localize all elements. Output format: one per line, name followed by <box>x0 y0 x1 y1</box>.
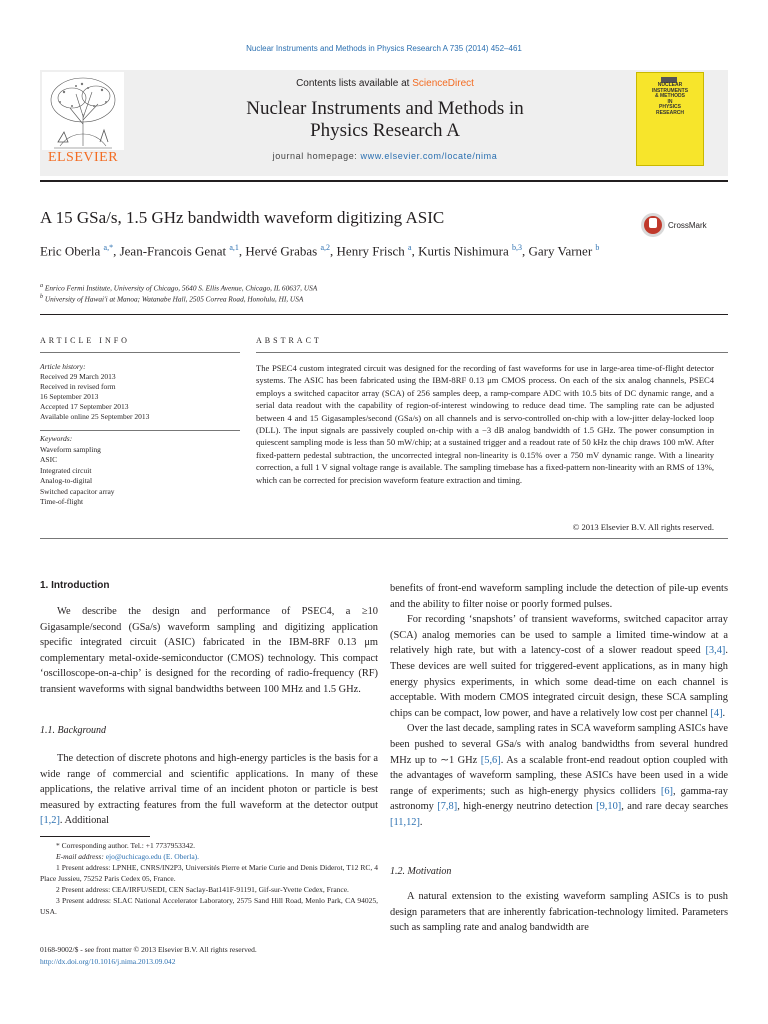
column-two-text <box>390 581 728 831</box>
citation-link[interactable]: [5,6] <box>480 754 501 766</box>
article-info-heading: ARTICLE INFO <box>40 336 130 345</box>
paragraph-text: . <box>722 707 726 719</box>
paragraph-text: . As a scalable front-end readout option coupled with the advantages of waveform sampling, these ASICs have been used in a wide range of experiments; such as high-energy physics colliders <box>390 754 728 797</box>
keywords <box>40 434 240 508</box>
keywords-label: Keywords: <box>40 434 73 443</box>
cover-title-line: PHYSICS <box>659 104 681 111</box>
email-label: E-mail address: <box>56 852 106 861</box>
introduction-paragraph <box>40 604 378 698</box>
keyword-item: Switched capacitor array <box>40 486 115 496</box>
email-link[interactable]: ejo@uchicago.edu (E. Oberla). <box>105 852 200 861</box>
affiliation-b-text: University of Hawai'i at Manoa; Watanabe Hall, 2505 Correa Road, Honolulu, HI, USA <box>44 294 304 304</box>
abstract-rule <box>256 352 728 353</box>
cover-title-line: INSTRUMENTS <box>651 87 689 94</box>
cover-title-line: & METHODS <box>655 93 685 100</box>
cover-title-line: IN <box>667 98 673 105</box>
author-name: Eric Oberla <box>40 243 104 259</box>
journal-title <box>160 98 610 142</box>
footnote-2: 2 Present address: CEA/IRFU/SEDI, CEN Saclay-Bat141F-91191, Gif-sur-Yvette Cedex, France. <box>56 885 349 894</box>
cover-title-line: RESEARCH <box>655 109 685 116</box>
issn-line: 0168-9002/$ - see front matter © 2013 Elsevier B.V. All rights reserved. <box>40 945 257 954</box>
affiliation-a <box>40 283 317 292</box>
footnote-1: 1 Present address: LPNHE, CNRS/IN2P3, Universités Pierre et Marie Curie and Denis Diderot, T12 RC, 4 Place Jussieu, 75252 Paris Cedex 05, France. <box>40 863 378 883</box>
paragraph-text: . <box>419 816 423 828</box>
paragraph-text: A natural extension to the existing waveform sampling ASICs is to push design parameters that are inherently fabrication-technology limited. Parameters such as sampling rate and analog bandwidth are <box>390 891 728 934</box>
author-affiliation-sup[interactable]: a,1 <box>229 243 239 252</box>
cover-title-line: NUCLEAR <box>657 82 683 88</box>
paragraph <box>40 751 378 829</box>
history-item: Available online 25 September 2013 <box>40 412 150 421</box>
subsection-heading-background: 1.1. Background <box>40 725 107 736</box>
cover-title <box>643 83 697 117</box>
history-item: Received in revised form <box>40 382 116 391</box>
header-rule <box>40 180 728 182</box>
history-item: Received 29 March 2013 <box>40 372 116 381</box>
keyword-item: ASIC <box>40 455 58 464</box>
bottom-metadata <box>40 944 378 968</box>
affiliation-a-sup: a <box>40 283 44 289</box>
paragraph-text: benefits of front-end waveform sampling include the detection of pile-up events and the ability to filter noise or poorly formed pulses. <box>390 583 728 610</box>
background-paragraph <box>40 751 378 829</box>
abstract-copyright: © 2013 Elsevier B.V. All rights reserved. <box>572 522 714 532</box>
journal-title-line1: Nuclear Instruments and Methods in <box>246 98 524 119</box>
abstract-bottom-rule <box>40 538 728 539</box>
author-name: Kurtis Nishimura <box>418 243 512 259</box>
author-name: Gary Varner <box>528 243 596 259</box>
abstract-text: The PSEC4 custom integrated circuit was designed for the recording of fast waveforms for use in large-area time-of-flight detector systems. The ASIC has been fabricated using the IBM-8RF 0.13 μm CMOS process. On each of the six analog channels, PSEC4 employs a switched capacitor array (SCA) of 256 samples deep, a ramp-compare ADC with 10.5 bits of DC dynamic range, and a serial data readout with the capability of region-of-interest windowing to reduce dead time. The sampling rate can be adjusted between 4 and 15 Gigasamples/second (GSa/s) on all channels and is servo-controlled on-chip with a low-jitter delay-locked loop (DLL). The input signals are passively coupled on-chip with a −3 dB analog bandwidth of 1.5 GHz. The power consumption in quiescent sampling mode is less than 50 mW/chip; at a sustained trigger and a readout rate of 50 kHz the chip draws 100 mW. After fixed-pattern pedestal subtraction, the uncorrected integral non-linearity is 0.15% over a 750 mV dynamic range. With a linearity correction, a full 1 V signal voltage range is available. The sampling timebase has a fixed-pattern non-linearity with an RMS of 13%, which can be corrected for precision waveform feature extraction and timing. <box>256 363 714 485</box>
section-heading-introduction: 1. Introduction <box>40 580 110 591</box>
footnote-corresponding: * Corresponding author. Tel.: +1 7737953342. <box>56 841 195 850</box>
history-label: Article history: <box>40 362 86 371</box>
author-affiliation-sup[interactable]: b,3 <box>512 243 522 252</box>
author-list <box>40 238 660 261</box>
publisher-wordmark: ELSEVIER <box>47 150 119 165</box>
citation-link[interactable]: [11,12] <box>390 816 420 828</box>
article-info-rule <box>40 352 240 353</box>
keyword-item: Waveform sampling <box>40 444 101 454</box>
author-affiliation-sup[interactable]: b <box>595 243 600 252</box>
author-separator: , <box>411 243 419 259</box>
history-item: Accepted 17 September 2013 <box>40 402 129 411</box>
paragraph <box>390 612 728 721</box>
homepage-prefix: journal homepage: <box>272 151 361 161</box>
subsection-heading-motivation: 1.2. Motivation <box>390 866 452 877</box>
journal-cover-thumbnail[interactable] <box>636 72 704 166</box>
paragraph-text: , gamma-ray astronomy <box>390 785 728 813</box>
citation-link[interactable]: [1,2] <box>40 815 60 827</box>
article-history <box>40 362 240 422</box>
author-affiliation-sup[interactable]: a <box>408 243 412 252</box>
author-name: Hervé Grabas <box>245 243 321 259</box>
author-affiliation-sup[interactable]: a,2 <box>320 243 331 252</box>
author-affiliation-sup[interactable]: a,* <box>103 243 114 252</box>
keyword-item: Integrated circuit <box>40 465 92 475</box>
paragraph-text: , and rare decay searches <box>621 801 728 813</box>
affiliation-b-sup: b <box>40 294 44 300</box>
footnotes <box>40 840 378 917</box>
paragraph <box>390 721 728 830</box>
motivation-paragraph <box>390 889 728 936</box>
doi-link[interactable]: http://dx.doi.org/10.1016/j.nima.2013.09.042 <box>40 957 176 966</box>
affiliation-rule <box>40 314 728 315</box>
paragraph-text: For recording ‘snapshots’ of transient waveforms, switched capacitor array (SCA) analog memories can be used to sample a limited time-window at a relatively high rate, but with a latency-cost of a slower readout speed <box>390 614 728 657</box>
author-separator: , <box>238 243 246 259</box>
crossmark-label[interactable]: CrossMark <box>668 221 707 230</box>
contents-availability <box>160 78 610 89</box>
keyword-item: Time-of-flight <box>40 497 84 506</box>
paragraph-text: The detection of discrete photons and high-energy particles is the basis for a wide range of commercial and scientific applications. In many of these applications, the relative arrival time of an incident photon or particle is best measured by extracting features from the full waveform at the detector output <box>40 753 378 811</box>
footnote-rule <box>40 836 150 837</box>
citation-link[interactable]: [4] <box>710 707 723 719</box>
homepage-link[interactable]: www.elsevier.com/locate/nima <box>360 151 498 161</box>
keywords-rule <box>40 430 240 431</box>
keyword-item: Analog-to-digital <box>40 476 93 485</box>
author-separator: , <box>330 243 337 259</box>
history-item: 16 September 2013 <box>40 392 99 401</box>
journal-title-line2: Physics Research A <box>310 120 460 141</box>
citation-link[interactable]: [7,8] <box>437 801 458 813</box>
citation-link[interactable]: [6] <box>660 785 673 797</box>
citation-link[interactable]: [3,4] <box>705 645 726 657</box>
journal-homepage <box>160 151 610 161</box>
paragraph-text: Over the last decade, sampling rates in SCA waveform sampling ASICs have been pushed to several GSa/s with analog bandwidths from several hundred MHz up to ∼1 GHz <box>390 723 728 766</box>
article-title: A 15 GSa/s, 1.5 GHz bandwidth waveform digitizing ASIC <box>40 208 445 227</box>
journal-reference[interactable]: Nuclear Instruments and Methods in Physics Research A 735 (2014) 452–461 <box>246 44 522 53</box>
author-separator: , <box>113 243 120 259</box>
contents-prefix: Contents lists available at <box>296 78 413 89</box>
citation-link[interactable]: [9,10] <box>596 801 622 813</box>
footnote-3: 3 Present address: SLAC National Accelerator Laboratory, 2575 Sand Hill Road, Menlo Park, CA 94025, USA. <box>40 896 378 916</box>
author-name: Jean-Francois Genat <box>119 243 230 259</box>
paragraph-text: We describe the design and performance of PSEC4, a ≥10 Gigasample/second (GSa/s) waveform sampling and digitizing application specific integrated circuit (ASIC) fabricated in the IBM-8RF 0.13 μm complementary metal-oxide-semiconductor (CMOS) technology. This compact ‘oscilloscope-on-a-chip’ is designed for the recording of radio-frequency (RF) transient waveforms with signal bandwidths between 100 MHz and 1.5 GHz. <box>40 606 378 695</box>
affiliation-b <box>40 294 303 303</box>
abstract-heading: ABSTRACT <box>256 336 322 345</box>
paragraph-text: , high-energy neutrino detection <box>457 801 597 813</box>
author-name: Henry Frisch <box>336 243 409 259</box>
affiliation-a-text: Enrico Fermi Institute, University of Chicago, 5640 S. Ellis Avenue, Chicago, IL 60637, USA <box>44 283 318 293</box>
paragraph-tail: . Additional <box>59 815 109 827</box>
author-separator: , <box>522 243 529 259</box>
sciencedirect-link[interactable]: ScienceDirect <box>412 78 474 89</box>
paragraph-text: . These devices are well suited for triggered-event applications, as in many high energy physics experiments, in which some dead-time on each channel is acceptable. With modern CMOS integrated circuit design, these SCA sampling chips can be compact, low power, and have a relatively low cost per channel <box>390 645 728 719</box>
footnote-email <box>40 851 378 862</box>
